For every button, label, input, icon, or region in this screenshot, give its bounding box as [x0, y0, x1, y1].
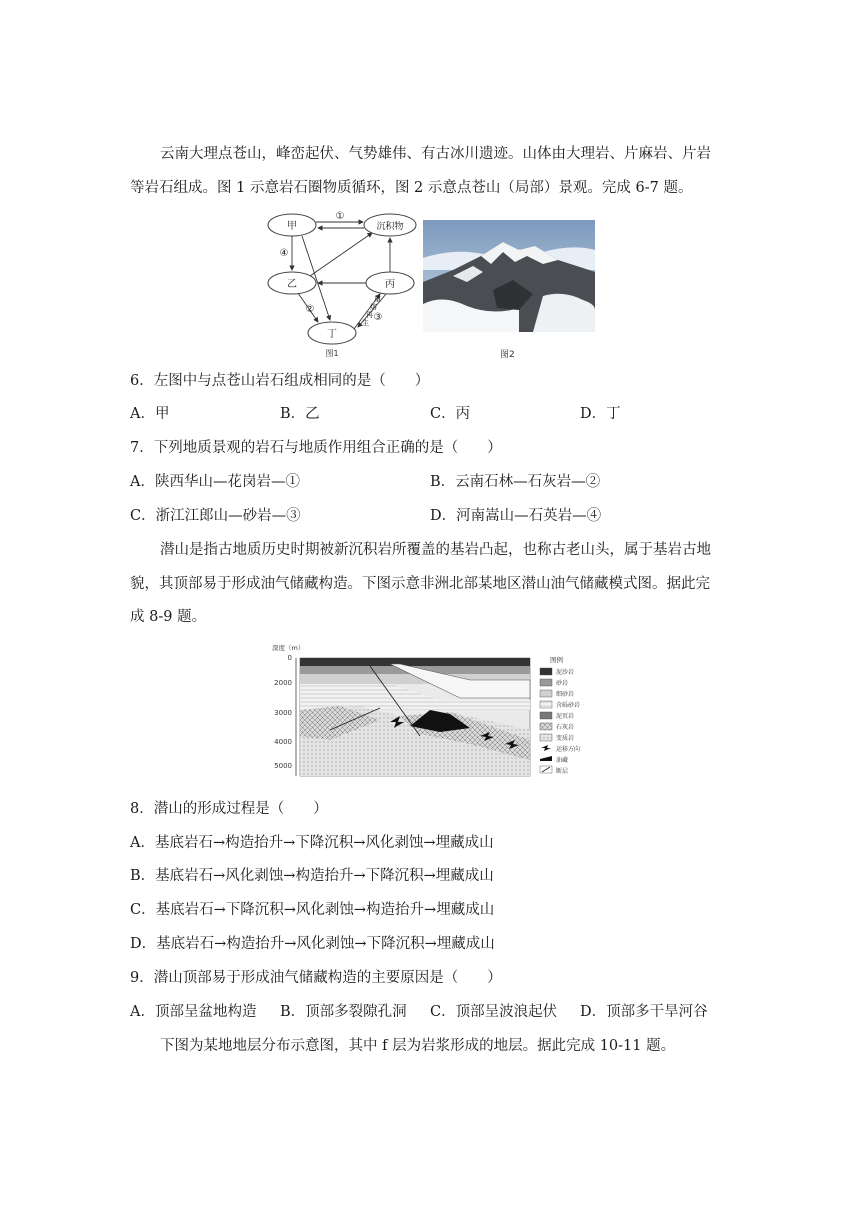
arrow-yi-sediment: [310, 233, 372, 276]
legend-item-7: 变质岩: [556, 735, 575, 742]
q6-option-a[interactable]: A．甲: [130, 406, 170, 422]
figure2-caption-text: 图2: [500, 350, 515, 360]
legend-item-10: 断层: [556, 768, 569, 775]
node-sediment-label: 沉积物: [376, 222, 404, 232]
node-ding-label: 丁: [327, 329, 337, 340]
depth-axis-label: 深度（m）: [272, 644, 305, 652]
legend-item-6: 石灰岩: [556, 724, 575, 731]
depth-tick-2000: 2000: [274, 679, 292, 687]
label-4: ④: [279, 248, 289, 259]
q9-stem: 9．潜山顶部易于形成油气储藏构造的主要原因是（ ）: [130, 970, 502, 986]
passage1-line1: 云南大理点苍山，峰峦起伏、气势雄伟、有古冰川遗迹。山体由大理岩、片麻岩、片岩: [160, 146, 711, 162]
q7-stem: 7．下列地质景观的岩石与地质作用组合正确的是（ ）: [130, 440, 502, 456]
label-3: ③: [373, 312, 383, 323]
passage2-line3: 成 8-9 题。: [130, 609, 207, 625]
q8-option-d[interactable]: D．基底岩石→构造抬升→风化剥蚀→下降沉积→埋藏成山: [130, 936, 495, 952]
figure1-caption: 图1: [325, 349, 339, 358]
depth-tick-3000: 3000: [274, 709, 292, 717]
q9-option-d[interactable]: D．顶部多干旱河谷: [580, 1004, 708, 1020]
q6-option-b[interactable]: B．乙: [280, 406, 320, 422]
q6-option-d[interactable]: D．丁: [580, 406, 621, 422]
passage3-line1: 下图为某地地层分布示意图，其中 f 层为岩浆形成的地层。据此完成 10-11 题。: [160, 1038, 676, 1054]
node-yi-label: 乙: [287, 279, 297, 290]
passage2-line2: 貌，其顶部易于形成油气储藏构造。下图示意非洲北部某地区潜山油气储藏模式图。据此完: [130, 576, 710, 592]
passage1-line2: 等岩石组成。图 1 示意岩石圈物质循环，图 2 示意点苍山（局部）景观。完成 6-7 题。: [130, 180, 693, 196]
passage2-line1: 潜山是指古地质历史时期被新沉积岩所覆盖的基岩凸起，也称古老山头，属于基岩古地: [160, 542, 711, 558]
figure1-rock-cycle-diagram: [262, 208, 422, 360]
remelt-char-4: 生: [362, 319, 369, 327]
q7-option-d[interactable]: D．河南嵩山—石英岩—④: [430, 508, 602, 524]
remelt-char-3: 再: [366, 311, 373, 319]
label-2: ②: [305, 304, 315, 315]
legend-title: 图例: [550, 656, 563, 664]
q9-option-a[interactable]: A．顶部呈盆地构造: [130, 1004, 257, 1020]
q7-option-c[interactable]: C．浙江江郎山—砂岩—③: [130, 508, 301, 524]
legend-item-4: 含砾砂岩: [556, 702, 581, 709]
q8-option-c[interactable]: C．基底岩石→下降沉积→风化剥蚀→构造抬升→埋藏成山: [130, 902, 495, 918]
legend-item-3: 细砂岩: [556, 691, 575, 698]
q8-option-b[interactable]: B．基底岩石→风化剥蚀→构造抬升→下降沉积→埋藏成山: [130, 868, 494, 884]
legend-item-8: 运移方向: [556, 746, 581, 753]
q8-option-a[interactable]: A．基底岩石→构造抬升→下降沉积→风化剥蚀→埋藏成山: [130, 835, 494, 851]
q9-option-b[interactable]: B．顶部多裂隙孔洞: [280, 1004, 407, 1020]
q8-stem: 8．潜山的形成过程是（ ）: [130, 801, 328, 817]
q6-option-c[interactable]: C．丙: [430, 406, 471, 422]
q9-option-c[interactable]: C．顶部呈波浪起伏: [430, 1004, 558, 1020]
depth-tick-5000: 5000: [274, 762, 292, 770]
q7-option-a[interactable]: A．陕西华山—花岗岩—①: [130, 474, 300, 490]
legend-item-2: 砂岩: [556, 680, 569, 687]
node-bing-label: 丙: [385, 279, 395, 290]
remelt-char-1: 重: [374, 295, 381, 303]
label-1: ①: [335, 211, 345, 222]
figure3-buried-hill-model: [270, 640, 600, 780]
legend-item-9: 油藏: [556, 757, 569, 764]
depth-tick-4000: 4000: [274, 738, 292, 746]
remelt-char-2: 熔: [370, 303, 377, 311]
legend-item-1: 泥沙岩: [556, 669, 575, 676]
legend-item-5: 泥页岩: [556, 713, 575, 720]
figure2-mountain-photo: [423, 220, 595, 332]
q6-stem: 6．左图中与点苍山岩石组成相同的是（ ）: [130, 373, 430, 389]
node-jia-label: 甲: [287, 221, 297, 232]
depth-tick-0: 0: [287, 654, 292, 662]
q7-option-b[interactable]: B．云南石林—石灰岩—②: [430, 474, 601, 490]
